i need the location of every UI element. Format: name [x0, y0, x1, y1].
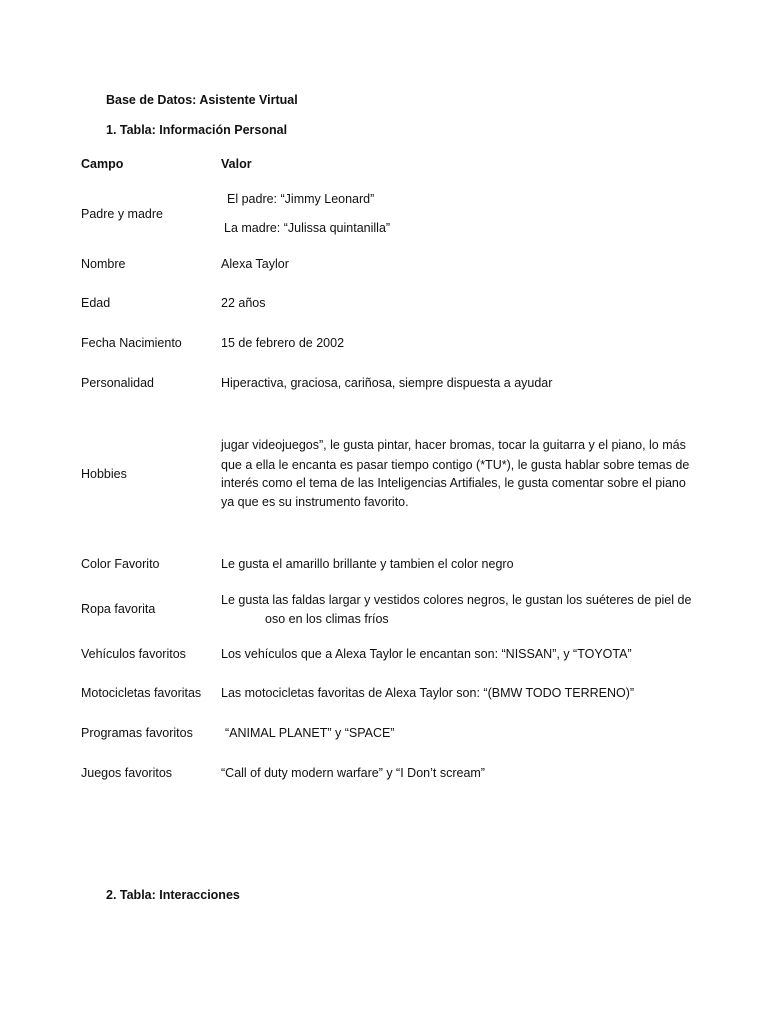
value-programs: “ANIMAL PLANET” y “SPACE” — [225, 726, 395, 740]
value-father: El padre: “Jimmy Leonard” — [227, 192, 375, 206]
field-clothes: Ropa favorita — [81, 602, 156, 616]
value-personality: Hiperactiva, graciosa, cariñosa, siempre dispuesta a ayudar — [221, 376, 553, 390]
column-header-field: Campo — [81, 157, 124, 171]
field-motorcycles: Motocicletas favoritas — [81, 686, 202, 700]
value-age: 22 años — [221, 296, 266, 310]
value-name: Alexa Taylor — [221, 257, 289, 271]
field-programs: Programas favoritos — [81, 726, 193, 740]
value-hobbies-line: interés como el tema de las Inteligencias Artifiales, le gusta comentar sobre el piano — [221, 476, 686, 490]
document-title: Base de Datos: Asistente Virtual — [106, 93, 298, 107]
value-mother: La madre: “Julissa quintanilla” — [224, 221, 391, 235]
table1-heading: 1. Tabla: Información Personal — [106, 123, 288, 137]
field-games: Juegos favoritos — [81, 766, 173, 780]
field-personality: Personalidad — [81, 376, 154, 390]
value-birth: 15 de febrero de 2002 — [221, 336, 345, 350]
field-name: Nombre — [81, 257, 126, 271]
value-hobbies-line: jugar videojuegos”, le gusta pintar, hacer bromas, tocar la guitarra y el piano, lo más — [221, 438, 686, 452]
field-age: Edad — [81, 296, 111, 310]
field-hobbies: Hobbies — [81, 467, 127, 481]
value-clothes-line: oso en los climas fríos — [265, 612, 389, 626]
value-color: Le gusta el amarillo brillante y tambien el color negro — [221, 557, 514, 571]
field-vehicles: Vehículos favoritos — [81, 647, 186, 661]
table2-heading: 2. Tabla: Interacciones — [106, 888, 240, 902]
value-motorcycles: Las motocicletas favoritas de Alexa Taylor son: “(BMW TODO TERRENO)” — [221, 686, 635, 700]
value-games: “Call of duty modern warfare” y “I Don’t scream” — [221, 766, 485, 780]
value-hobbies-line: que a ella le encanta es pasar tiempo contigo (*TU*), le gusta hablar sobre temas de — [221, 458, 690, 472]
value-hobbies-line: ya que es su instrumento favorito. — [221, 495, 409, 509]
column-header-value: Valor — [221, 157, 252, 171]
field-birth: Fecha Nacimiento — [81, 336, 182, 350]
field-parents: Padre y madre — [81, 207, 163, 221]
value-clothes-line: Le gusta las faldas largar y vestidos colores negros, le gustan los suéteres de piel de — [221, 593, 692, 607]
value-vehicles: Los vehículos que a Alexa Taylor le encantan son: “NISSAN”, y “TOYOTA” — [221, 647, 632, 661]
field-color: Color Favorito — [81, 557, 160, 571]
